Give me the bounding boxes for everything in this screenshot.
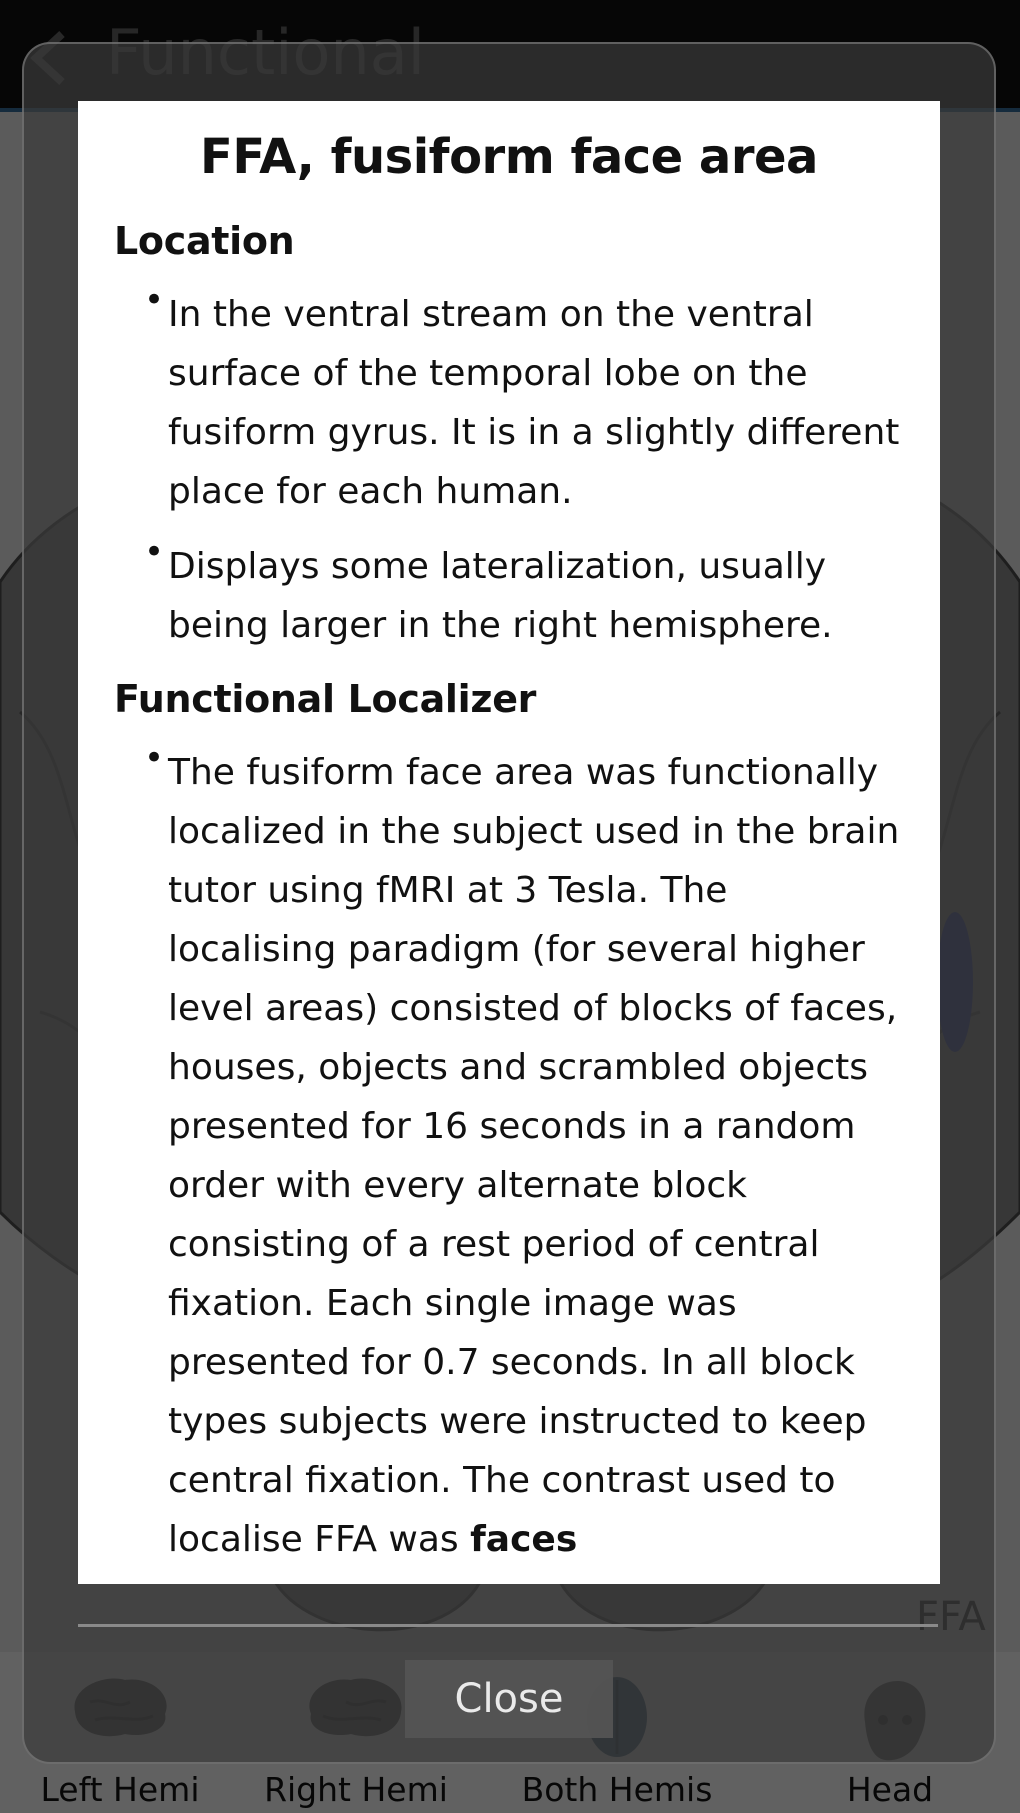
- dialog-divider: [78, 1624, 938, 1627]
- dialog-scroll-content[interactable]: [78, 101, 940, 1584]
- localizer-list: [114, 738, 904, 1569]
- location-list: [114, 280, 904, 655]
- bullet-icon: •: [144, 532, 165, 572]
- section-heading-functional-localizer: Functional Localizer: [114, 677, 537, 721]
- list-item: • The fusiform face area was functionally localized in the subject used in the brain tutor using fMRI at 3 Tesla. The localising paradigm (for several higher level areas) consisted of blocks of faces, houses, objects and scrambled objects presented for 16 seconds in a random order with every alternate block consisting of a rest period of central fixation. Each single image was presented for 0.7 seconds. In all block types subjects were instructed to keep central fixation. The contrast used to localise FFA was faces: [114, 743, 904, 1569]
- dialog-title: FFA, fusiform face area: [200, 129, 818, 185]
- close-button[interactable]: Close: [405, 1660, 613, 1738]
- bullet-icon: •: [144, 738, 165, 778]
- bullet-icon: •: [144, 280, 165, 320]
- list-item: • In the ventral stream on the ventral surface of the temporal lobe on the fusiform gyrus. It is in a slightly different place for each human.: [114, 285, 904, 521]
- list-item: • Displays some lateralization, usually being larger in the right hemisphere.: [114, 537, 904, 655]
- bold-emphasis: faces: [470, 1519, 578, 1560]
- section-heading-location: Location: [114, 219, 295, 263]
